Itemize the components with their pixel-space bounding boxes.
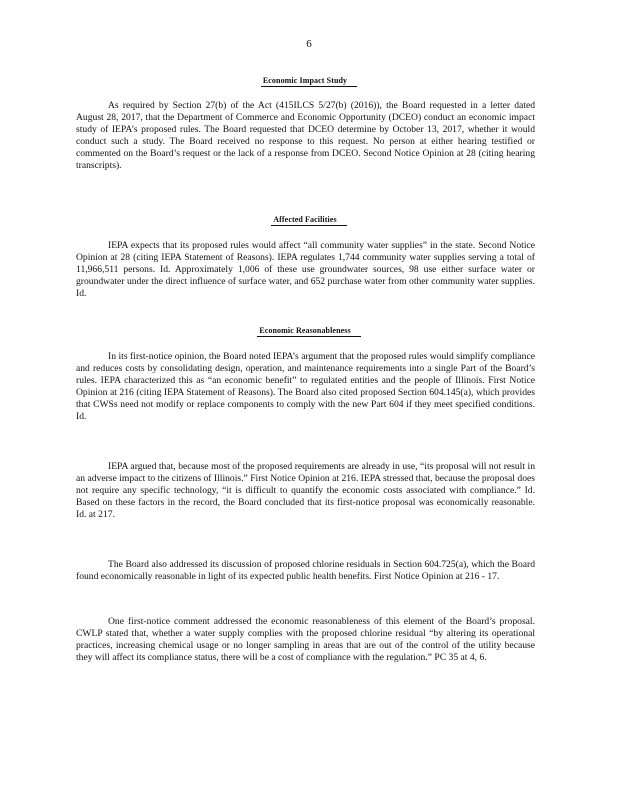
heading-economic-impact-study [0,76,618,85]
heading-economic-reasonableness [0,326,618,335]
heading-text: Affected Facilities [271,215,346,226]
paragraph-cwlp-comment: One first-notice comment addressed the economic reasonableness of this element of the Board’s proposal. CWLP stated that, whether a water supply complies with the proposed chlorine residual “by altering its operational practices, increasing chemical usage or no longer sampling in areas that are out of the control of the utility because they will affect its compliance status, there will be a cost of compliance with the regulation.” PC 35 at 4, 6. [76,616,535,663]
page-number: 6 [306,38,312,50]
paragraph-affected-facilities: IEPA expects that its proposed rules would affect “all community water supplies” in the state. Second Notice Opinion at 28 (citing IEPA Statement of Reasons). IEPA regulates 1,744 community water supplies serving a total of 11,966,511 persons. Id. Approximately 1,006 of these use groundwater sources, 98 use either surface water or groundwater under the direct influence of surface water, and 652 purchase water from other community water supplies. Id. [76,240,535,299]
paragraph-chlorine-residuals: The Board also addressed its discussion of proposed chlorine residuals in Section 604.725(a), which the Board found economically reasonable in light of its expected public health benefits. First Notice Opinion at 216 - 17. [76,559,535,582]
paragraph-iepa-argued: IEPA argued that, because most of the proposed requirements are already in use, “its proposal will not result in an adverse impact to the citizens of Illinois.” First Notice Opinion at 216. IEPA stressed that, because the proposal does not require any specific technology, “it is difficult to quantify the economic costs associated with compliance.” Id. Based on these factors in the record, the Board concluded that its first-notice proposal was economically reasonable. Id. at 217. [76,461,535,520]
heading-text: Economic Reasonableness [257,326,360,337]
heading-text: Economic Impact Study [261,76,357,87]
paragraph-economic-impact-study: As required by Section 27(b) of the Act (415ILCS 5/27(b) (2016)), the Board requested in a letter dated August 28, 2017, that the Department of Commerce and Economic Opportunity (DCEO) conduct an economic impact study of IEPA’s proposed rules. The Board requested that DCEO determine by October 13, 2017, whether it would conduct such a study. The Board received no response to this request. No person at either hearing testified or commented on the Board’s request or the lack of a response from DCEO. Second Notice Opinion at 28 (citing hearing transcripts). [76,100,535,171]
heading-affected-facilities [0,215,618,224]
paragraph-first-notice-opinion: In its first-notice opinion, the Board noted IEPA’s argument that the proposed rules would simplify compliance and reduces costs by consolidating design, operation, and maintenance requirements into a single Part of the Board’s rules. IEPA characterized this as “an economic benefit” to regulated entities and the people of Illinois. First Notice Opinion at 216 (citing IEPA Statement of Reasons). The Board also cited proposed Section 604.145(a), which provides that CWSs need not modify or replace components to comply with the new Part 604 if they meet specified conditions. Id. [76,351,535,422]
